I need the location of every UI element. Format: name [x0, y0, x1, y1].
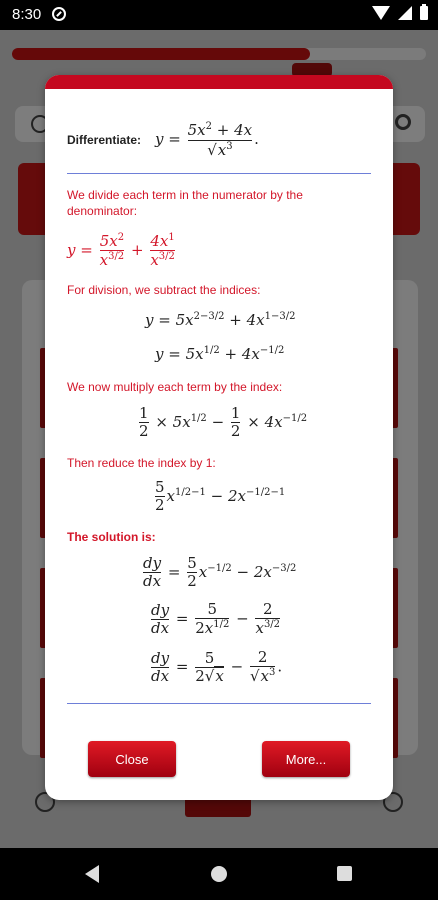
more-button[interactable]: More...: [262, 741, 350, 777]
question-formula: y = $\frac{5x^2 + 4x}{√x^3}$ .: [155, 121, 259, 159]
signal-icon: [398, 6, 412, 20]
divider-bottom: [67, 703, 371, 704]
recent-apps-icon[interactable]: [337, 866, 352, 881]
multiply-index-text: We now multiply each term by the index:: [67, 380, 283, 394]
subtract-indices-text: For division, we subtract the indices:: [67, 283, 261, 297]
solution-formula-3: $\frac{dy}{dx}$ = $\frac{5}{2√x}$ − $\frac{2}{√x^3}$ .: [151, 648, 283, 686]
subtracted-indices-formula: $y = 5x^{2-3/2} + 4x^{1-3/2}$: [145, 311, 296, 329]
background-progress-fill: [12, 48, 310, 60]
solution-formula-2: $\frac{dy}{dx}$ = $\frac{5}{2x^{1/2}}$ − $\frac{2}{x^{3/2}}$: [151, 600, 281, 638]
status-icons: [372, 6, 428, 20]
wifi-icon: [372, 6, 390, 20]
reduced-index-formula: $\frac{5}{2}$ $x^{1/2-1} - 2x^{-1/2-1}$: [155, 478, 286, 515]
divided-terms-formula: y = $\frac{5x^2}{x^{3/2}}$ + $\frac{4x^1}{x^{3/2}}$: [67, 232, 175, 270]
divider-top: [67, 173, 371, 174]
reduce-index-text: Then reduce the index by 1:: [67, 456, 216, 470]
multiplied-terms-formula: $\frac{1}{2}$ × $5x^{1/2}$ − $\frac{1}{2}$ × $4x^{-1/2}$: [139, 404, 308, 441]
do-not-disturb-icon: [52, 7, 66, 21]
solution-label: The solution is:: [67, 530, 156, 544]
status-bar: [0, 0, 438, 30]
simplified-indices-formula: $y = 5x^{1/2} + 4x^{-1/2}$: [155, 345, 285, 363]
solution-dialog: [45, 75, 393, 800]
question-label: Differentiate:: [67, 133, 142, 147]
navigation-bar: [0, 848, 438, 900]
battery-icon: [420, 6, 428, 20]
solution-formula-1: $\frac{dy}{dx}$ = $\frac{5}{2}$ $x^{-1/2} - 2x^{-3/2}$: [143, 554, 297, 591]
close-button[interactable]: Close: [88, 741, 176, 777]
dialog-top-accent: [45, 75, 393, 89]
intro-text: We divide each term in the numerator by the denominator:: [67, 188, 303, 218]
background-progress-bar: [12, 48, 426, 60]
background-gear-icon: [395, 114, 411, 130]
home-icon[interactable]: [211, 866, 227, 882]
question-row: [67, 120, 259, 160]
back-icon[interactable]: [85, 865, 99, 883]
status-time: 8:30: [12, 6, 42, 23]
